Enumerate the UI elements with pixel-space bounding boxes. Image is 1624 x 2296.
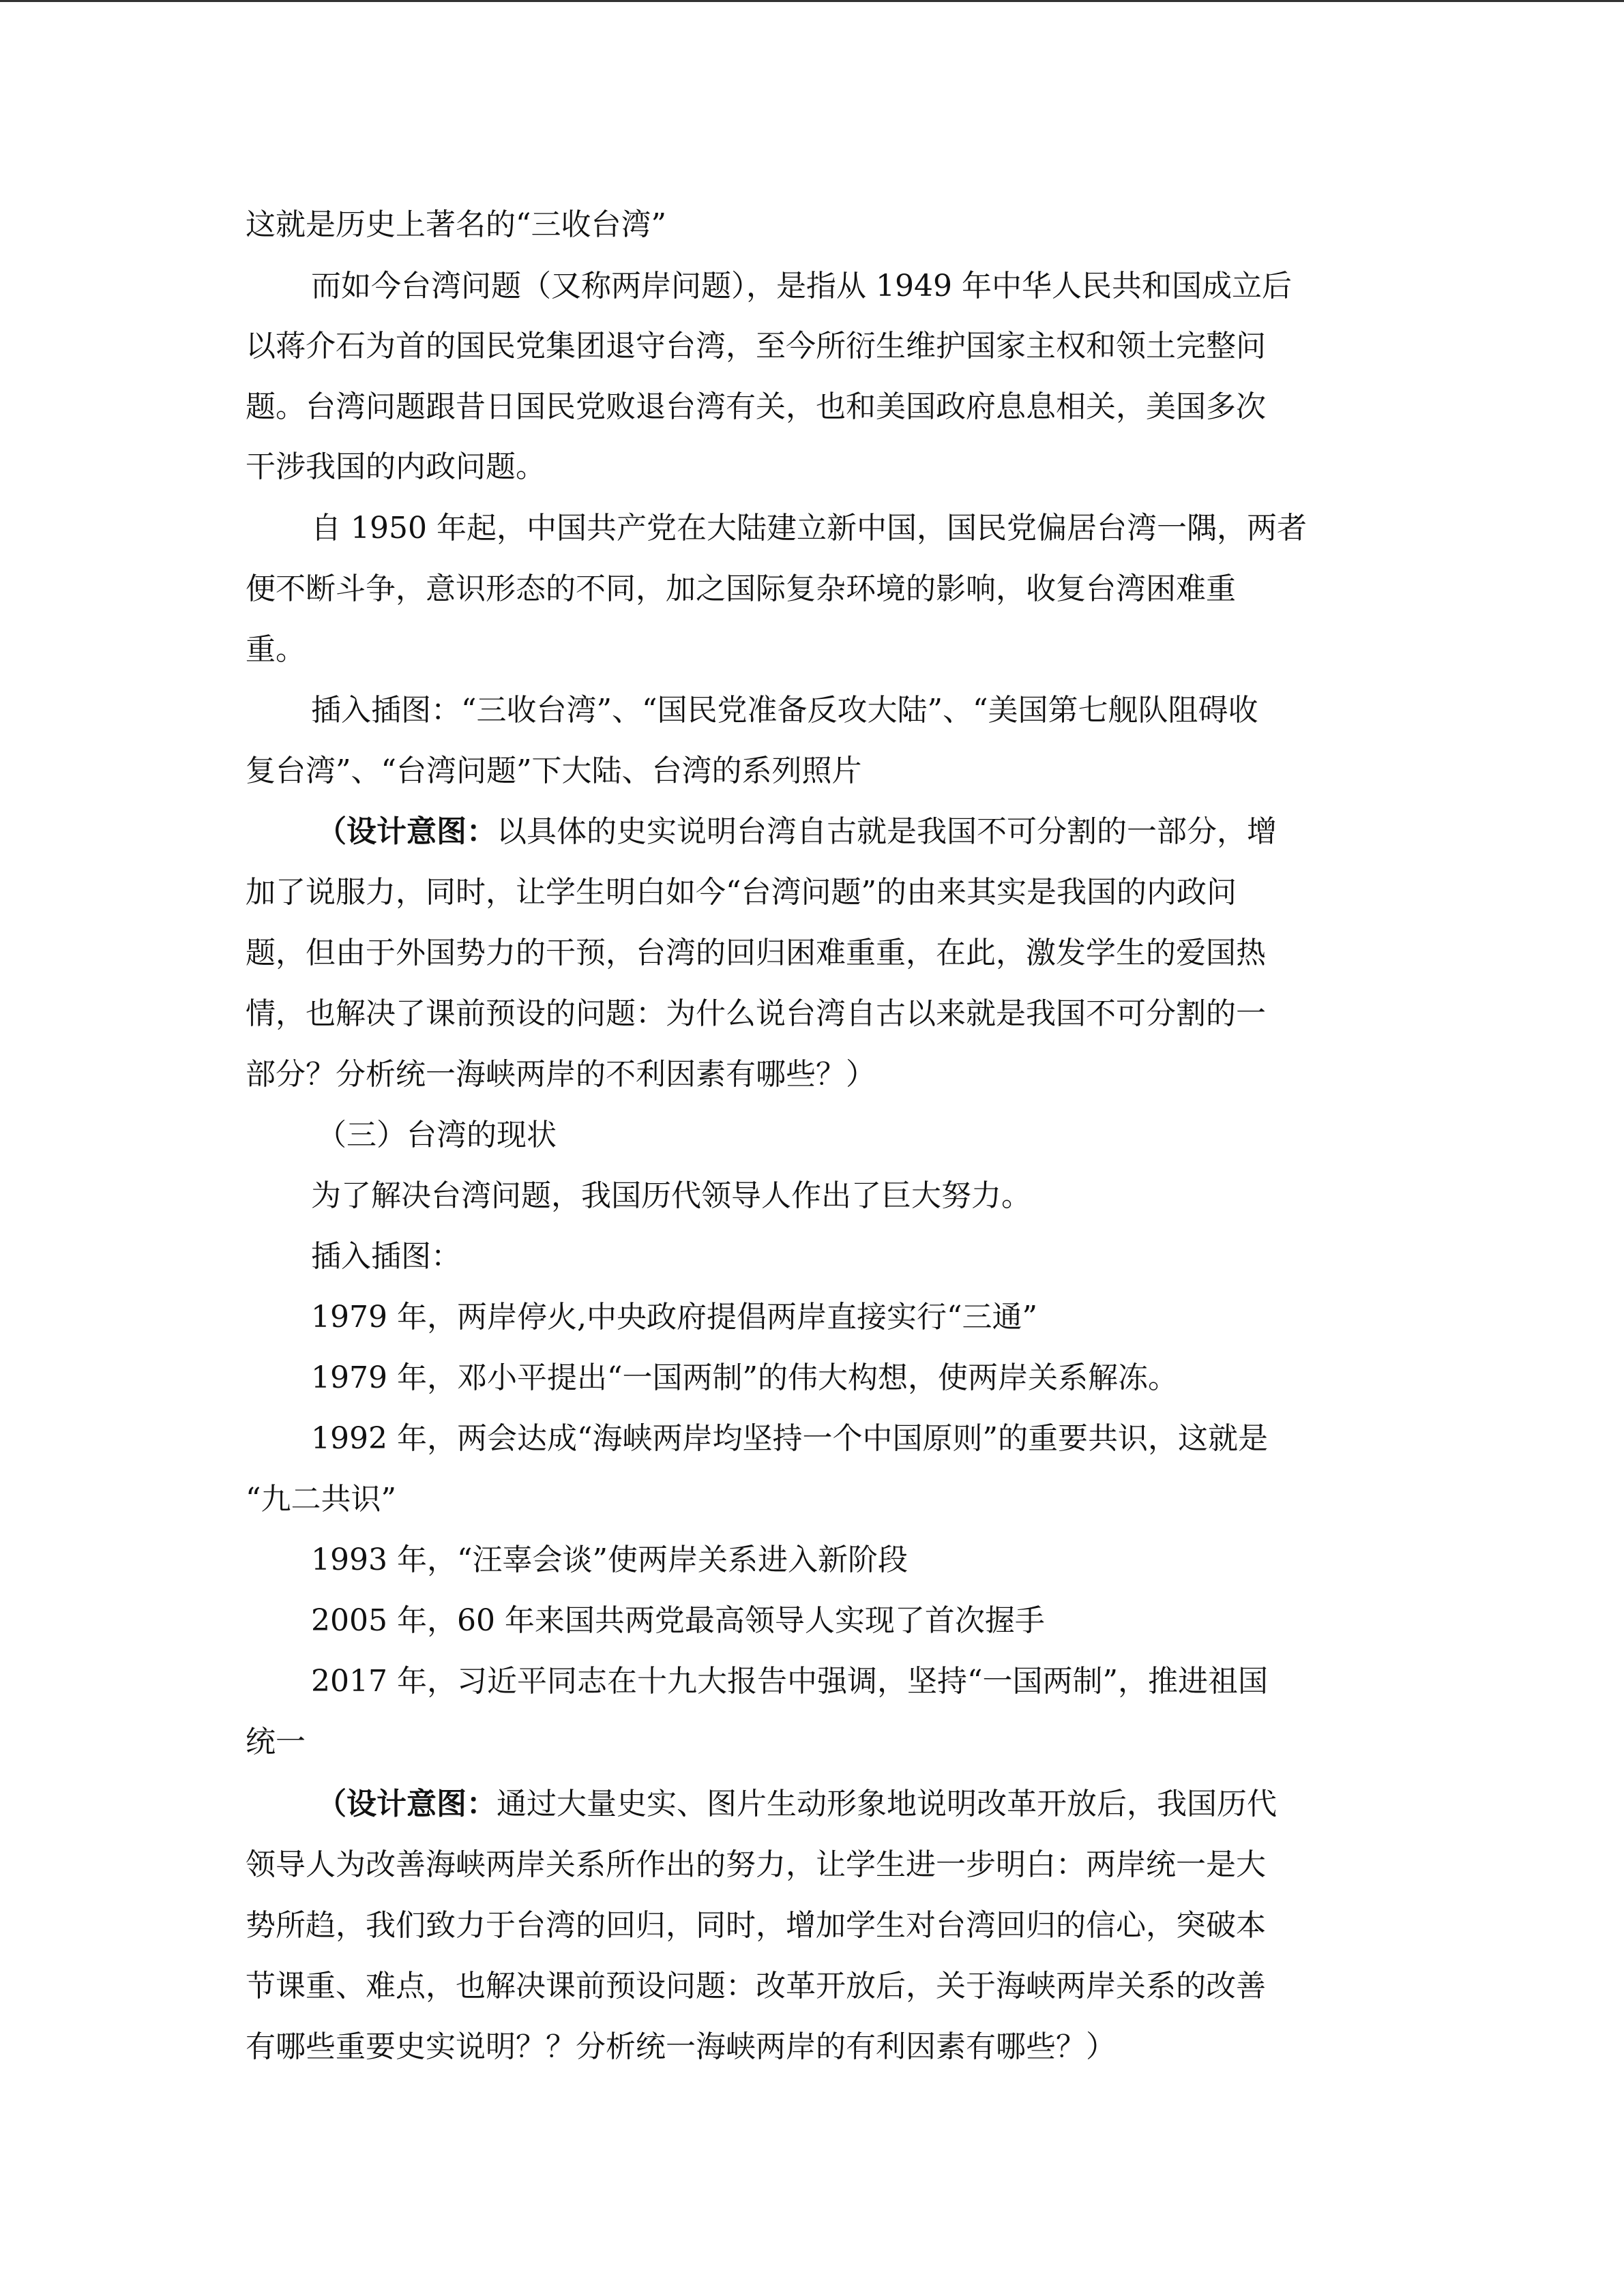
text-line: 重。 [246,632,306,667]
text-line: 复台湾”、“台湾问题”下大陆、台湾的系列照片 [246,754,862,788]
design-intent-paragraph-2 [316,1784,1277,1825]
timeline-item: 1992 年，两会达成“海峡两岸均坚持一个中国原则”的重要共识，这就是 [311,1421,1268,1456]
text-line: 部分？分析统一海峡两岸的不利因素有哪些？） [246,1057,876,1092]
text-line: 题。台湾问题跟昔日国民党败退台湾有关，也和美国政府息息相关，美国多次 [246,389,1266,424]
text-line: 情，也解决了课前预设的问题：为什么说台湾自古以来就是我国不可分割的一 [246,996,1266,1031]
timeline-item: 1979 年，邓小平提出“一国两制”的伟大构想，使两岸关系解冻。 [311,1360,1178,1395]
timeline-item: 2005 年，60 年来国共两党最高领导人实现了首次握手 [311,1603,1045,1638]
text-line: 节课重、难点，也解决课前预设问题：改革开放后，关于海峡两岸关系的改善 [246,1969,1266,2003]
paragraph-insert-illustration-2: 插入插图： [311,1239,461,1274]
text-line: 题，但由于外国势力的干预，台湾的回归困难重重，在此，激发学生的爱国热 [246,936,1266,970]
text-line: 以蒋介石为首的国民党集团退守台湾，至今所衍生维护国家主权和领土完整问 [246,329,1266,363]
text-line: 便不断斗争，意识形态的不同，加之国际复杂环境的影响，收复台湾困难重 [246,571,1236,606]
text-line: 干涉我国的内政问题。 [246,449,546,484]
text-line: 有哪些重要史实说明？？分析统一海峡两岸的有利因素有哪些？） [246,2029,1116,2064]
design-intent-label: （设计意图： [316,1787,497,1821]
design-intent-paragraph-1 [316,811,1277,852]
text-line: 加了说服力，同时，让学生明白如今“台湾问题”的由来其实是我国的内政问 [246,875,1237,910]
text-line: 统一 [246,1725,306,1759]
paragraph-1950: 自 1950 年起，中国共产党在大陆建立新中国，国民党偏居台湾一隅，两者 [311,511,1307,546]
text-line: 势所趋，我们致力于台湾的回归，同时，增加学生对台湾回归的信心，突破本 [246,1908,1266,1943]
text-line: 领导人为改善海峡两岸关系所作出的努力，让学生进一步明白：两岸统一是大 [246,1847,1266,1882]
design-intent-text: 通过大量史实、图片生动形象地说明改革开放后，我国历代 [497,1787,1277,1821]
paragraph-taiwan-issue: 而如今台湾问题（又称两岸问题），是指从 1949 年中华人民共和国成立后 [311,269,1292,303]
timeline-item: 1979 年，两岸停火,中央政府提倡两岸直接实行“三通” [311,1300,1037,1335]
paragraph-leaders-effort: 为了解决台湾问题，我国历代领导人作出了巨大努力。 [311,1178,1031,1213]
top-border [0,0,1624,2]
text-line: 这就是历史上著名的“三收台湾” [246,207,666,242]
timeline-item: 2017 年，习近平同志在十九大报告中强调，坚持“一国两制”，推进祖国 [311,1664,1268,1699]
timeline-item: 1993 年，“汪辜会谈”使两岸关系进入新阶段 [311,1542,908,1577]
paragraph-insert-illustration: 插入插图：“三收台湾”、“国民党准备反攻大陆”、“美国第七舰队阻碍收 [311,693,1258,728]
text-line: “九二共识” [246,1482,396,1517]
design-intent-text: 以具体的史实说明台湾自古就是我国不可分割的一部分，增 [497,814,1277,849]
design-intent-label: （设计意图： [316,814,497,849]
section-heading: （三）台湾的现状 [316,1118,557,1152]
